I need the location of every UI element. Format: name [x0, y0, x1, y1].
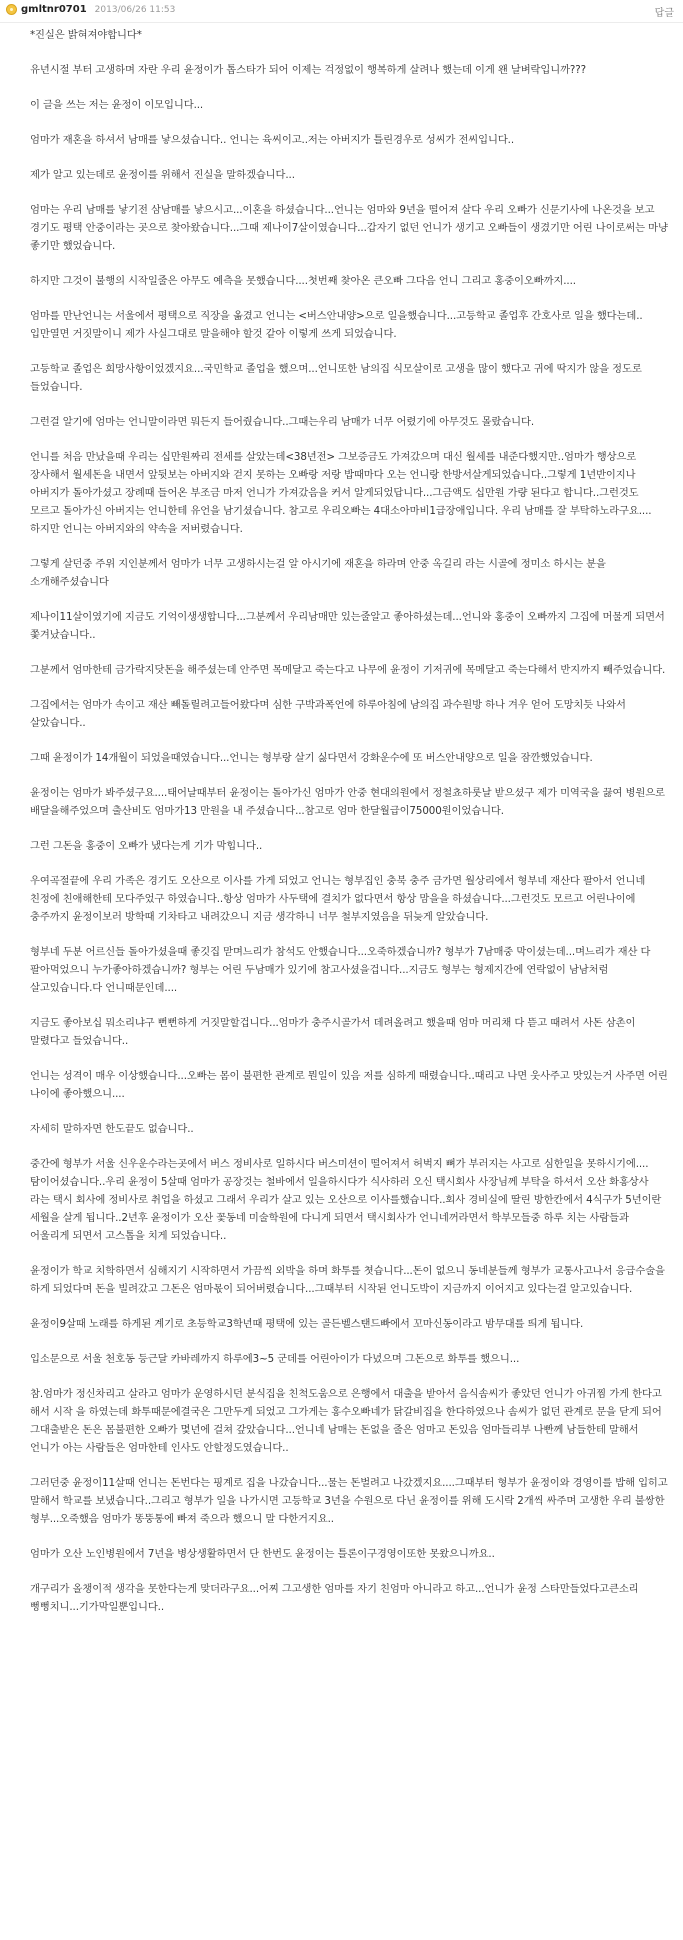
paragraph-gap [30, 538, 670, 555]
paragraph-gap [30, 431, 670, 448]
post-paragraph: 윤정이9살때 노래를 하게된 계기로 초등학교3학년때 평택에 있는 골든벨스탠드빠에서 꼬마신동이라고 밤무대를 띄게 됩니다. [30, 1318, 584, 1330]
paragraph-gap [30, 644, 670, 661]
post-body [30, 26, 670, 1616]
paragraph-gap [30, 79, 670, 96]
post-paragraph: 그러던중 윤정이11살때 언니는 돈번다는 핑계로 집을 나갔습니다...물는 돈벌려고 나갔겠지요....그때부터 형부가 윤정이와 경영이를 밥해 입히고 말해서 학교를 보냈습니다..그리고 형부가 일을 나가시면 고등학교 3년을 수원으로 다닌 윤정이를 위해 도시락 2개씩 싸주며 고생한 우리 불쌍한 형부...오죽했음 엄마가 똥뚱통에 빠져 죽으라 했으니 말 다한거지요.. [30, 1477, 671, 1525]
author-info [6, 4, 175, 15]
paragraph-gap [30, 820, 670, 837]
post-header [0, 0, 683, 23]
post-paragraph: 이 글을 쓰는 저는 윤정이 이모입니다... [30, 99, 204, 111]
post-paragraph: 그렇게 살던중 주위 지인분께서 엄마가 너무 고생하시는걸 알 아시기에 재혼을 하라며 안중 옥길리 라는 시골에 정미소 하시는 분을 소개해주셨습니다 [30, 558, 610, 588]
post-paragraph: 그때 윤정이가 14개월이 되었을때였습니다...언니는 형부랑 살기 싫다면서 강화운수에 또 버스안내양으로 일을 잠깐했었습니다. [30, 752, 593, 764]
post-paragraph: 중간에 형부가 서울 신우운수라는곳에서 버스 정비사로 일하시다 버스미션이 떨어져서 허벅지 뼈가 부러지는 사고로 심한일을 못하시기에....탐이어셨습니다..우리 윤정이 5살때 엄마가 공장것는 철바에서 일을하시다가 식사하러 오신 택시회사 사장님께 부탁을 하셔서 오산 화홍상사 라는 택시 회사에 정비사로 취업을 하셨고 그래서 우리가 살고 있는 오산으로 이사를했습니다..회사 경비실에 딸린 방한칸에서 4식구가 5년이란 세월을 살게 됩니다..2년후 윤정이가 오산 꽃동네 미술학원에 다니게 되면서 택시회사가 언니네꺼라면서 학부모들중 하루 치는 사람들과 어울리게 되면서 고스톱을 치게 되었습니다.. [30, 1158, 665, 1242]
post-paragraph: 우여곡절끝에 우리 가족은 경기도 오산으로 이사를 가게 되었고 언니는 형부집인 충북 충주 금가면 월상리에서 형부네 재산다 팔아서 언니네 친정에 친애해한테 모다주었구 하였습니다..항상 엄마가 사두택에 결치가 없다면서 항상 맘을을 하셨습니다...그런것도 모르고 어린나이에 충주까지 윤정이보러 방학때 기차타고 내려갔으니 지금 생각하니 너무 철부지였음을 뒤늦게 알았습니다. [30, 875, 649, 923]
paragraph-gap [30, 926, 670, 943]
paragraph-gap [30, 732, 670, 749]
paragraph-gap [30, 1457, 670, 1474]
paragraph-gap [30, 396, 670, 413]
post-paragraph: 유년시절 부터 고생하며 자란 우리 윤정이가 톱스타가 되어 이제는 걱정없이 행복하게 살려나 했는데 이게 왠 날벼락입니까??? [30, 64, 587, 76]
paragraph-gap [30, 591, 670, 608]
post-paragraph: 제나이11살이였기에 지금도 기억이생생합니다...그분께서 우리남매만 있는줄알고 좋아하셨는데...언니와 홍중이 오빠까지 그집에 머물게 되면서 쫓겨났습니다.. [30, 611, 668, 641]
post-paragraph: 하지만 그것이 불행의 시작일줄은 아무도 예측을 못했습니다....첫번째 찾아온 큰오빠 그다음 언니 그리고 홍중이오빠까지.... [30, 275, 576, 287]
post-paragraph: 개구리가 올챙이적 생각을 못한다는게 맞더라구요...어찌 그고생한 엄마를 자기 친엄마 아니라고 하고...언니가 윤정 스타만들었다고큰소리 뻥뻥치니...기가막일뿐입니다.. [30, 1583, 642, 1613]
paragraph-gap [30, 855, 670, 872]
post-paragraph: 엄마는 우리 남매를 낳기전 삼남매를 낳으시고...이혼을 하셨습니다...언니는 엄마와 9년을 떨어져 살다 우리 오빠가 신문기사에 나온것을 보고 경기도 평택 안중이라는 곳으로 찾아왔습니다...그때 제나이7살이였습니다...갑자기 없던 언니가 생기고 오빠들이 생겼기만 어린 나이로써는 마냥 좋기만 했었습니다. [30, 204, 672, 252]
paragraph-gap [30, 1368, 670, 1385]
post-paragraph: 형부네 두분 어르신들 돌아가셨을때 좋깃집 맏며느리가 참석도 안했습니다...오죽하겠습니까? 형부가 7남매중 막이셨는데...며느리가 재산 다 팔아먹었으니 누가좋아하겠습니까? 형부는 어린 두남매가 있기에 참고사셨을겁니다...지금도 형부는 형제지간에 연락없이 남남처럼 살고있습니다.다 언니때문인데.... [30, 946, 654, 994]
paragraph-gap [30, 1528, 670, 1545]
post-date: 2013/06/26 11:53 [94, 4, 176, 15]
post-paragraph: 그런 그돈을 홍중이 오빠가 냈다는게 기가 막힙니다.. [30, 840, 263, 852]
paragraph-gap [30, 114, 670, 131]
paragraph-gap [30, 255, 670, 272]
post-paragraph: 윤정이는 엄마가 봐주셨구요....태어날때부터 윤정이는 돌아가신 엄마가 안중 현대의원에서 정철쵸하룻날 받으셨구 제가 미역국을 끓여 병원으로 배달을해주었으며 출산비도 엄마가13 만원을 내 주셨습니다...참고로 엄마 한달월급이75000원이었습니다. [30, 787, 669, 817]
author-name[interactable]: gmltnr0701 [21, 4, 87, 15]
user-level-icon [6, 4, 17, 15]
post-paragraph: 엄마가 재혼을 하셔서 남매를 낳으셨습니다.. 언니는 육씨이고..저는 아버지가 틀린경우로 성씨가 전씨입니다.. [30, 134, 515, 146]
paragraph-gap [30, 1103, 670, 1120]
paragraph-gap [30, 1050, 670, 1067]
post-paragraph: 엄마가 오산 노인병원에서 7년을 병상생활하면서 단 한번도 윤정이는 틀론이구경영이또한 못왔으니까요.. [30, 1548, 495, 1560]
post-paragraph: *진실은 밝혀져야합니다* [30, 29, 142, 41]
paragraph-gap [30, 1245, 670, 1262]
post-paragraph: 고등학교 졸업은 희망사항이었겠지요...국민학교 졸업을 했으며...언니또한 남의집 식모살이로 고생을 많이 했다고 귀에 딱지가 않을 정도로 들었습니다. [30, 363, 645, 393]
post-paragraph: 제가 알고 있는데로 윤정이를 위해서 진실을 말하겠습니다... [30, 169, 295, 181]
paragraph-gap [30, 1563, 670, 1580]
post-paragraph: 언니는 성격이 매우 이상했습니다...오빠는 몸이 불편한 관계로 뭔일이 있음 저를 심하게 때렸습니다..때리고 나면 웃사주고 맛있는거 사주면 어린 나이에 좋아했으니.... [30, 1070, 671, 1100]
paragraph-gap [30, 1138, 670, 1155]
paragraph-gap [30, 1333, 670, 1350]
post-paragraph: 윤정이가 학교 치학하면서 심해지기 시작하면서 가끔씩 외박을 하며 화투를 쳣습니다...돈이 없으니 동네분들께 형부가 교통사고나서 응급수술을 하게 되었다며 돈을 빌려갔고 그돈은 엄마몫이 되어버렸습니다...그때부터 시작된 언니도박이 지금까지 이어지고 있다는걸 알고있습니다. [30, 1265, 669, 1295]
paragraph-gap [30, 1298, 670, 1315]
paragraph-gap [30, 184, 670, 201]
paragraph-gap [30, 767, 670, 784]
paragraph-gap [30, 149, 670, 166]
post-paragraph: 그런걸 알기에 엄마는 언니말이라면 뭐든지 들어줬습니다..그때는우리 남매가 너무 어렸기에 아무것도 몰랐습니다. [30, 416, 535, 428]
reply-button[interactable]: 답글 [654, 8, 674, 19]
paragraph-gap [30, 44, 670, 61]
post-paragraph: 지금도 좋아보십 뭐소리냐구 뻔뻔하게 거짓말할겁니다...엄마가 충주시골가서 데려올려고 했을때 엄마 머리채 다 뜯고 때려서 사돈 삼촌이 말렸다고 들었습니다.. [30, 1017, 639, 1047]
paragraph-gap [30, 290, 670, 307]
post-paragraph: 자세히 말하자면 한도끝도 없습니다.. [30, 1123, 194, 1135]
post-paragraph: 그분께서 엄마한테 금가락지닷돈을 해주셨는데 안주면 목메달고 죽는다고 나무에 윤정이 기저귀에 목메달고 죽는다해서 반지까지 빼주었습니다. [30, 664, 666, 676]
post-paragraph: 참.엄마가 정신차리고 살라고 엄마가 운영하시던 분식집을 친척도움으로 은행에서 대출을 받아서 음식솜씨가 좋았던 언니가 아귀찜 가게 한다고 해서 시작 을 하였는데 화투때문에결국은 그만두게 되었고 그가게는 홍수오빠네가 닭갈비집을 한다하였으나 솜씨가 없던 관계로 문을 닫게 되어 그대출받은 돈은 몸불편한 오빠가 몇년에 걸쳐 갚았습니다...언니네 남매는 돈없을 줄은 엄마고 돈있음 엄마들리부 나빤께 남들한테 말해서 언니가 아는 사람들은 엄마한테 인사도 안할정도였습니다.. [30, 1388, 665, 1454]
paragraph-gap [30, 997, 670, 1014]
post-paragraph: 입소문으로 서울 천호동 등근달 카바레까지 하루에3~5 군데를 어린아이가 다녔으며 그돈으로 화투를 했으니... [30, 1353, 520, 1365]
post-paragraph: 그집에서는 엄마가 속이고 재산 빼돌릴려고들어왔다며 심한 구박과폭언에 하루아침에 남의집 과수원방 하나 겨우 얻어 도망치듯 나와서 살았습니다.. [30, 699, 630, 729]
paragraph-gap [30, 679, 670, 696]
paragraph-gap [30, 343, 670, 360]
post-paragraph: 언니를 처음 만났을때 우리는 십만원짜리 전세를 살았는데<38년전> 그보증금도 가져갔으며 대신 월세를 내준다했지만..엄마가 행상으로 장사해서 월세돈을 내면서 앞뒷보는 아버지와 걷지 못하는 오빠랑 저랑 밥때마다 오는 언니랑 한방서살게되었습니다..그렇게 1년반이지나 아버지가 돌아가셨고 장례때 들어온 부조금 마저 언니가 가져갔음을 커서 알게되었답니다...그금액도 십만원 가량 된다고 합니다..그런것도 모르고 돌아가신 아버지는 언니한테 유언을 남기셨습니다. 참고로 우리오빠는 4대소아마비1급장애입니다. 우리 남매를 잘 부탁하노라구요....하지만 언니는 아버지와의 약속을 저버렸습니다. [30, 451, 652, 535]
post-paragraph: 엄마를 만난언니는 서울에서 평택으로 직장을 옮겼고 언니는 <버스안내양>으로 일을했습니다...고등학교 졸업후 간호사로 일을 했다는데..입만열면 거짓말이니 제가 사실그대로 말을해야 할것 같아 이렇게 쓰게 되었습니다. [30, 310, 643, 340]
